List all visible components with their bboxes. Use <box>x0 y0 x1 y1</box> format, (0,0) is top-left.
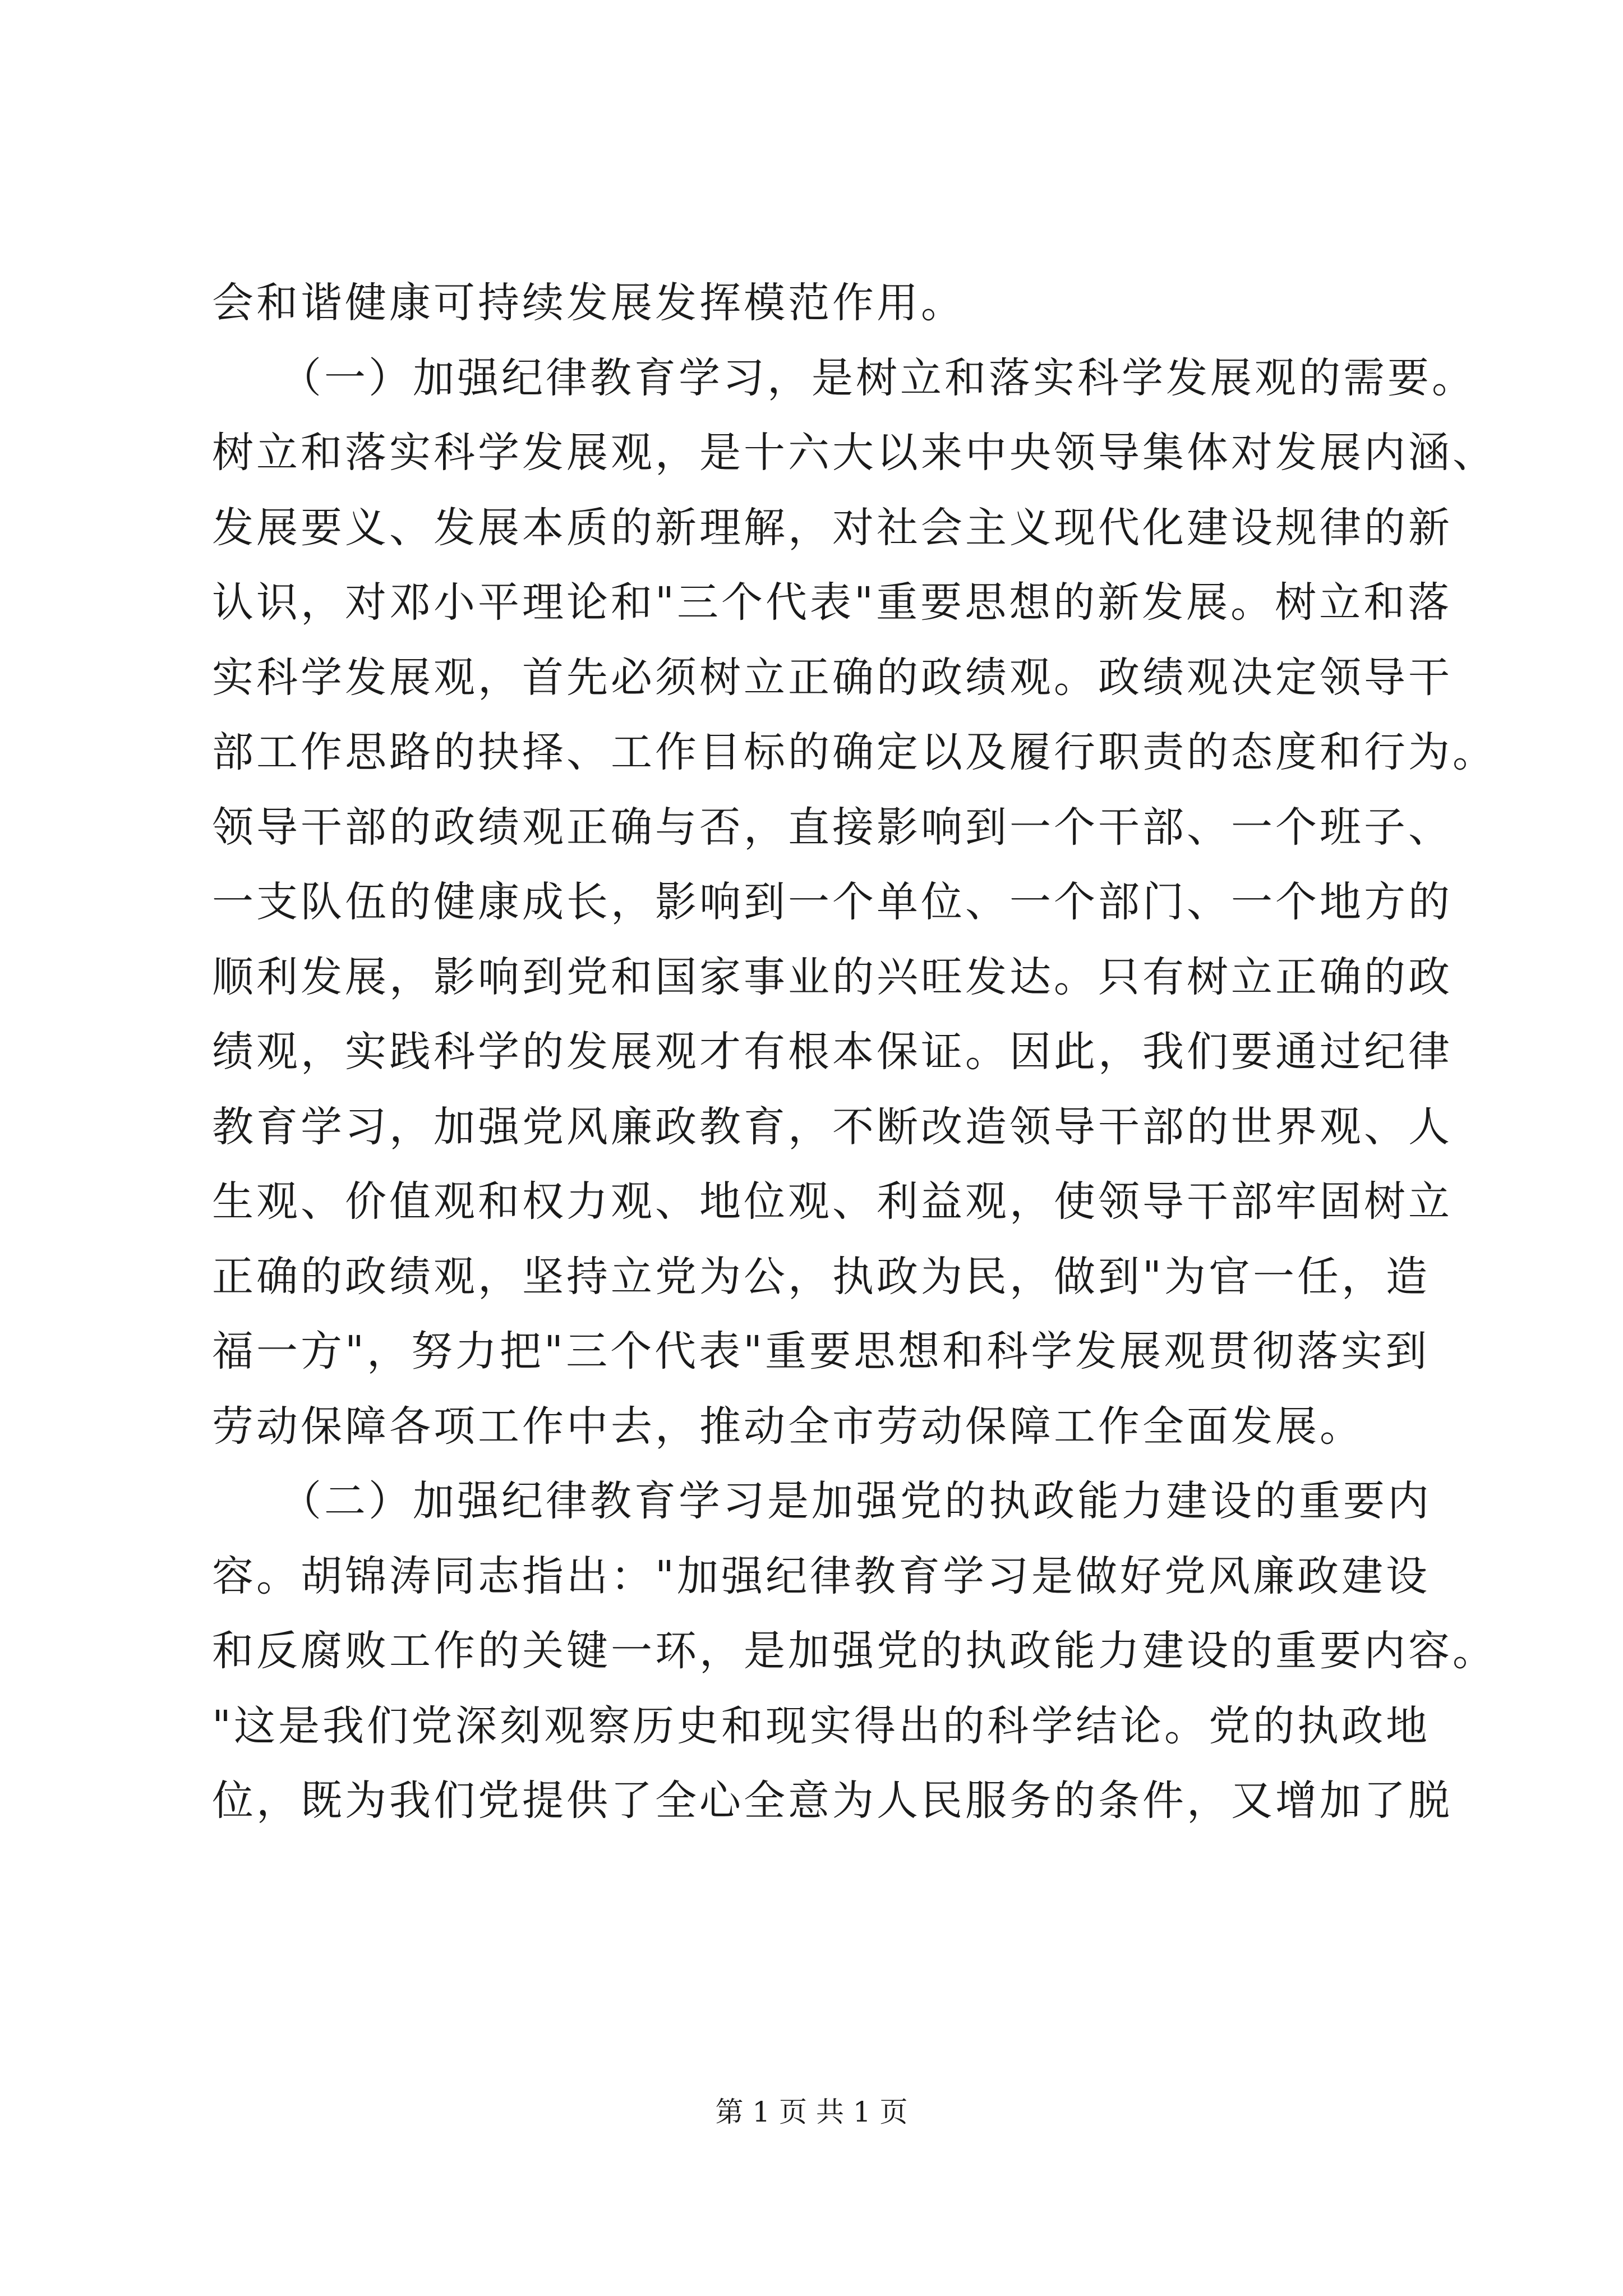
text-line: 和反腐败工作的关键一环，是加强党的执政能力建设的重要内容。 <box>212 1627 1497 1675</box>
text-line: （一）加强纪律教育学习，是树立和落实科学发展观的需要。 <box>212 353 1476 402</box>
text-line: 生观、价值观和权力观、地位观、利益观，使领导干部牢固树立 <box>212 1177 1453 1226</box>
text-line: 发展要义、发展本质的新理解，对社会主义现代化建设规律的新 <box>212 503 1453 552</box>
text-line: 劳动保障各项工作中去，推动全市劳动保障工作全面发展。 <box>212 1402 1364 1451</box>
text-line: 树立和落实科学发展观，是十六大以来中央领导集体对发展内涵、 <box>212 429 1497 477</box>
text-line: 认识，对邓小平理论和"三个代表"重要思想的新发展。树立和落 <box>212 578 1453 627</box>
text-line: 位，既为我们党提供了全心全意为人民服务的条件，又增加了脱 <box>212 1777 1453 1825</box>
text-line: 容。胡锦涛同志指出："加强纪律教育学习是做好党风廉政建设 <box>212 1552 1431 1600</box>
text-line: （二）加强纪律教育学习是加强党的执政能力建设的重要内 <box>212 1477 1432 1525</box>
text-line: 教育学习，加强党风廉政教育，不断改造领导干部的世界观、人 <box>212 1102 1453 1151</box>
text-line: 领导干部的政绩观正确与否，直接影响到一个干部、一个班子、 <box>212 803 1453 852</box>
text-line: 一支队伍的健康成长，影响到一个单位、一个部门、一个地方的 <box>212 878 1453 926</box>
text-line: 会和谐健康可持续发展发挥模范作用。 <box>212 279 965 327</box>
text-line: 实科学发展观，首先必须树立正确的政绩观。政绩观决定领导干 <box>212 653 1453 702</box>
text-line: 部工作思路的抉择、工作目标的确定以及履行职责的态度和行为。 <box>212 728 1497 776</box>
text-line: 绩观，实践科学的发展观才有根本保证。因此，我们要通过纪律 <box>212 1028 1453 1076</box>
text-line: 顺利发展，影响到党和国家事业的兴旺发达。只有树立正确的政 <box>212 953 1453 1001</box>
body-text <box>212 266 1497 1839</box>
text-line: 正确的政绩观，坚持立党为公，执政为民，做到"为官一任，造 <box>212 1252 1431 1301</box>
text-line: "这是我们党深刻观察历史和现实得出的科学结论。党的执政地 <box>212 1701 1431 1750</box>
page-number-footer: 第 1 页 共 1 页 <box>715 2096 908 2128</box>
text-line: 福一方"，努力把"三个代表"重要思想和科学发展观贯彻落实到 <box>212 1327 1430 1375</box>
